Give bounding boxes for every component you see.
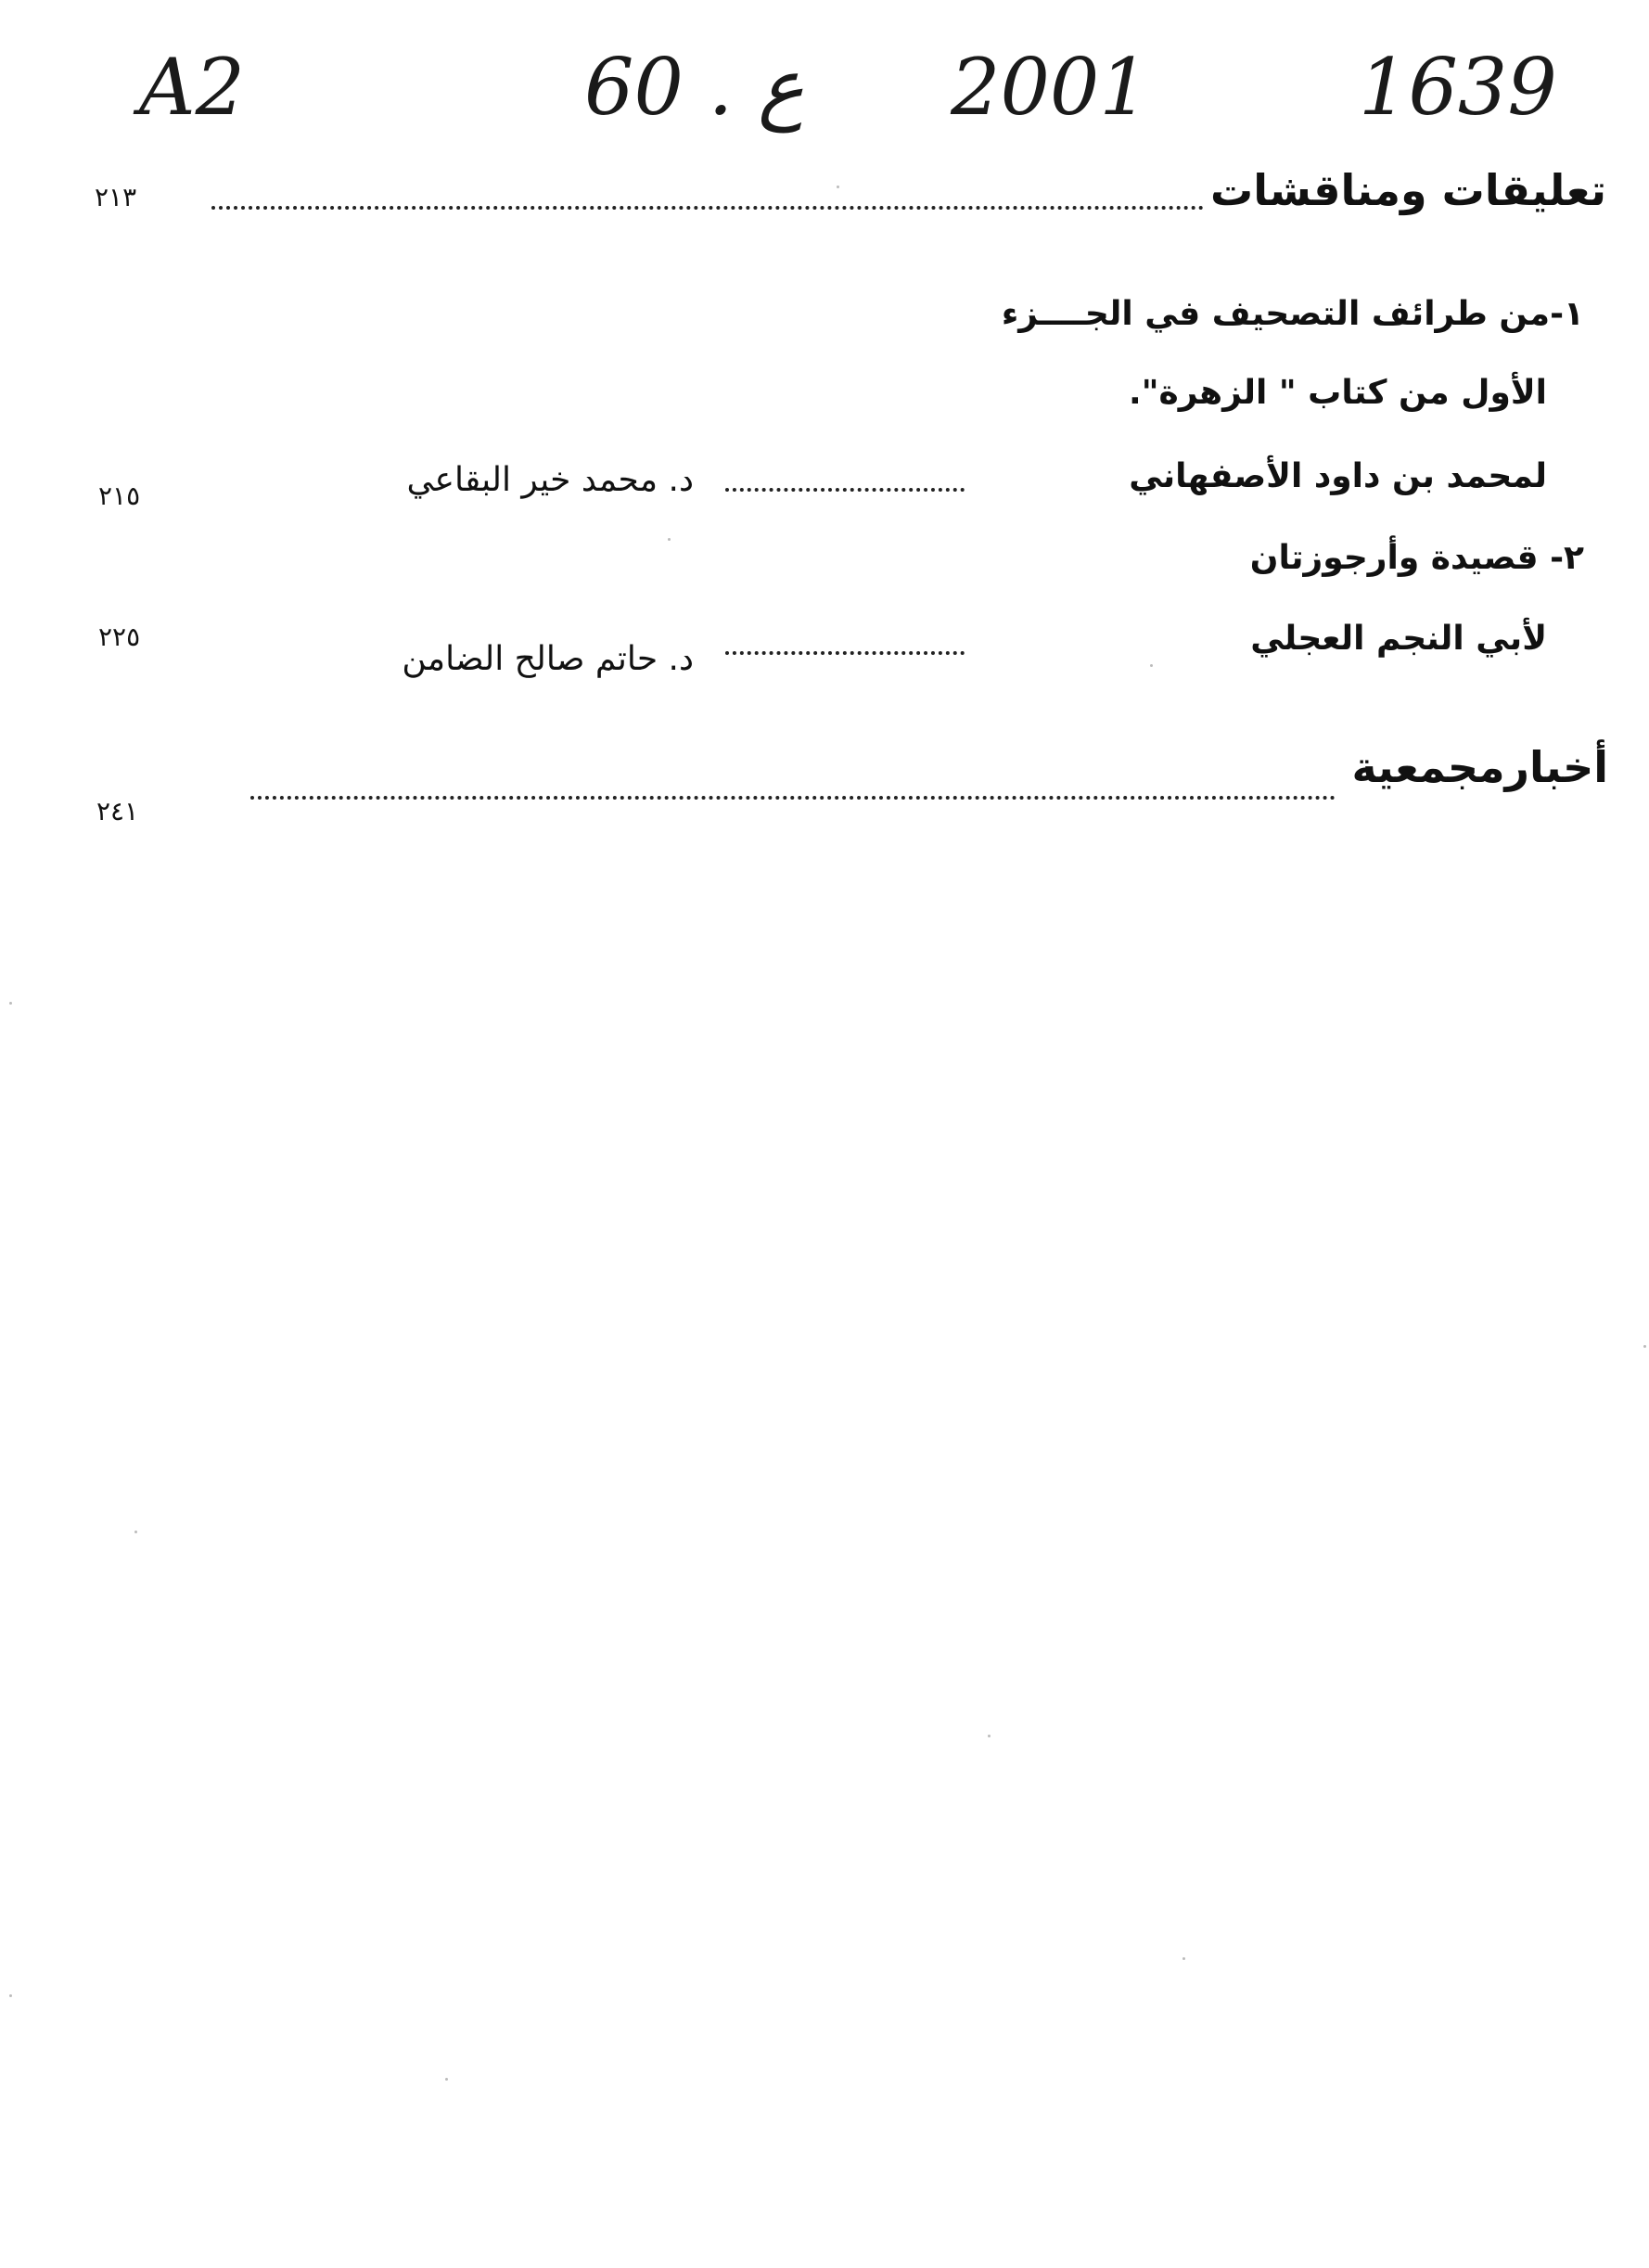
scan-speck [668, 538, 671, 541]
page-number: ٢٢٥ [98, 621, 141, 652]
section-title-comments: تعليقات ومناقشات [1210, 165, 1606, 215]
scan-speck [134, 1531, 137, 1533]
scan-speck [1182, 1957, 1185, 1960]
handwritten-year: 2001 [951, 42, 1149, 133]
handwritten-number: 1639 [1359, 42, 1557, 133]
leader-dots [211, 206, 1204, 210]
entry-author: د. حاتم صالح الضامن [402, 640, 694, 678]
entry-title-line: الأول من كتاب " الزهرة". [1129, 374, 1547, 412]
handwritten-code: A2 [139, 42, 246, 133]
scan-speck [445, 2078, 448, 2081]
scan-speck [1150, 664, 1153, 667]
scan-speck [837, 186, 839, 188]
page-number: ٢٤١ [96, 796, 139, 826]
entry-title-line: لأبي النجم العجلي [1250, 620, 1547, 658]
leader-dots [725, 651, 965, 655]
leader-dots [250, 796, 1336, 800]
scan-speck [1643, 1345, 1646, 1348]
entry-title-line: ١-من طرائف التصحيف في الجــــزء [1001, 295, 1584, 333]
page-number: ٢١٥ [98, 481, 141, 511]
leader-dots [725, 488, 965, 492]
entry-title-line: ٢- قصيدة وأرجوزتان [1249, 539, 1584, 577]
section-title-news: أخبارمجمعية [1351, 742, 1608, 792]
entry-author: د. محمد خير البقاعي [406, 461, 694, 499]
entry-title-line: لمحمد بن داود الأصفهاني [1129, 457, 1547, 495]
scan-speck [9, 1002, 12, 1005]
handwritten-ref: 60 . ع [584, 42, 805, 133]
scan-speck [9, 1994, 12, 1997]
scan-speck [988, 1735, 991, 1737]
page-number: ٢١٣ [95, 182, 137, 212]
